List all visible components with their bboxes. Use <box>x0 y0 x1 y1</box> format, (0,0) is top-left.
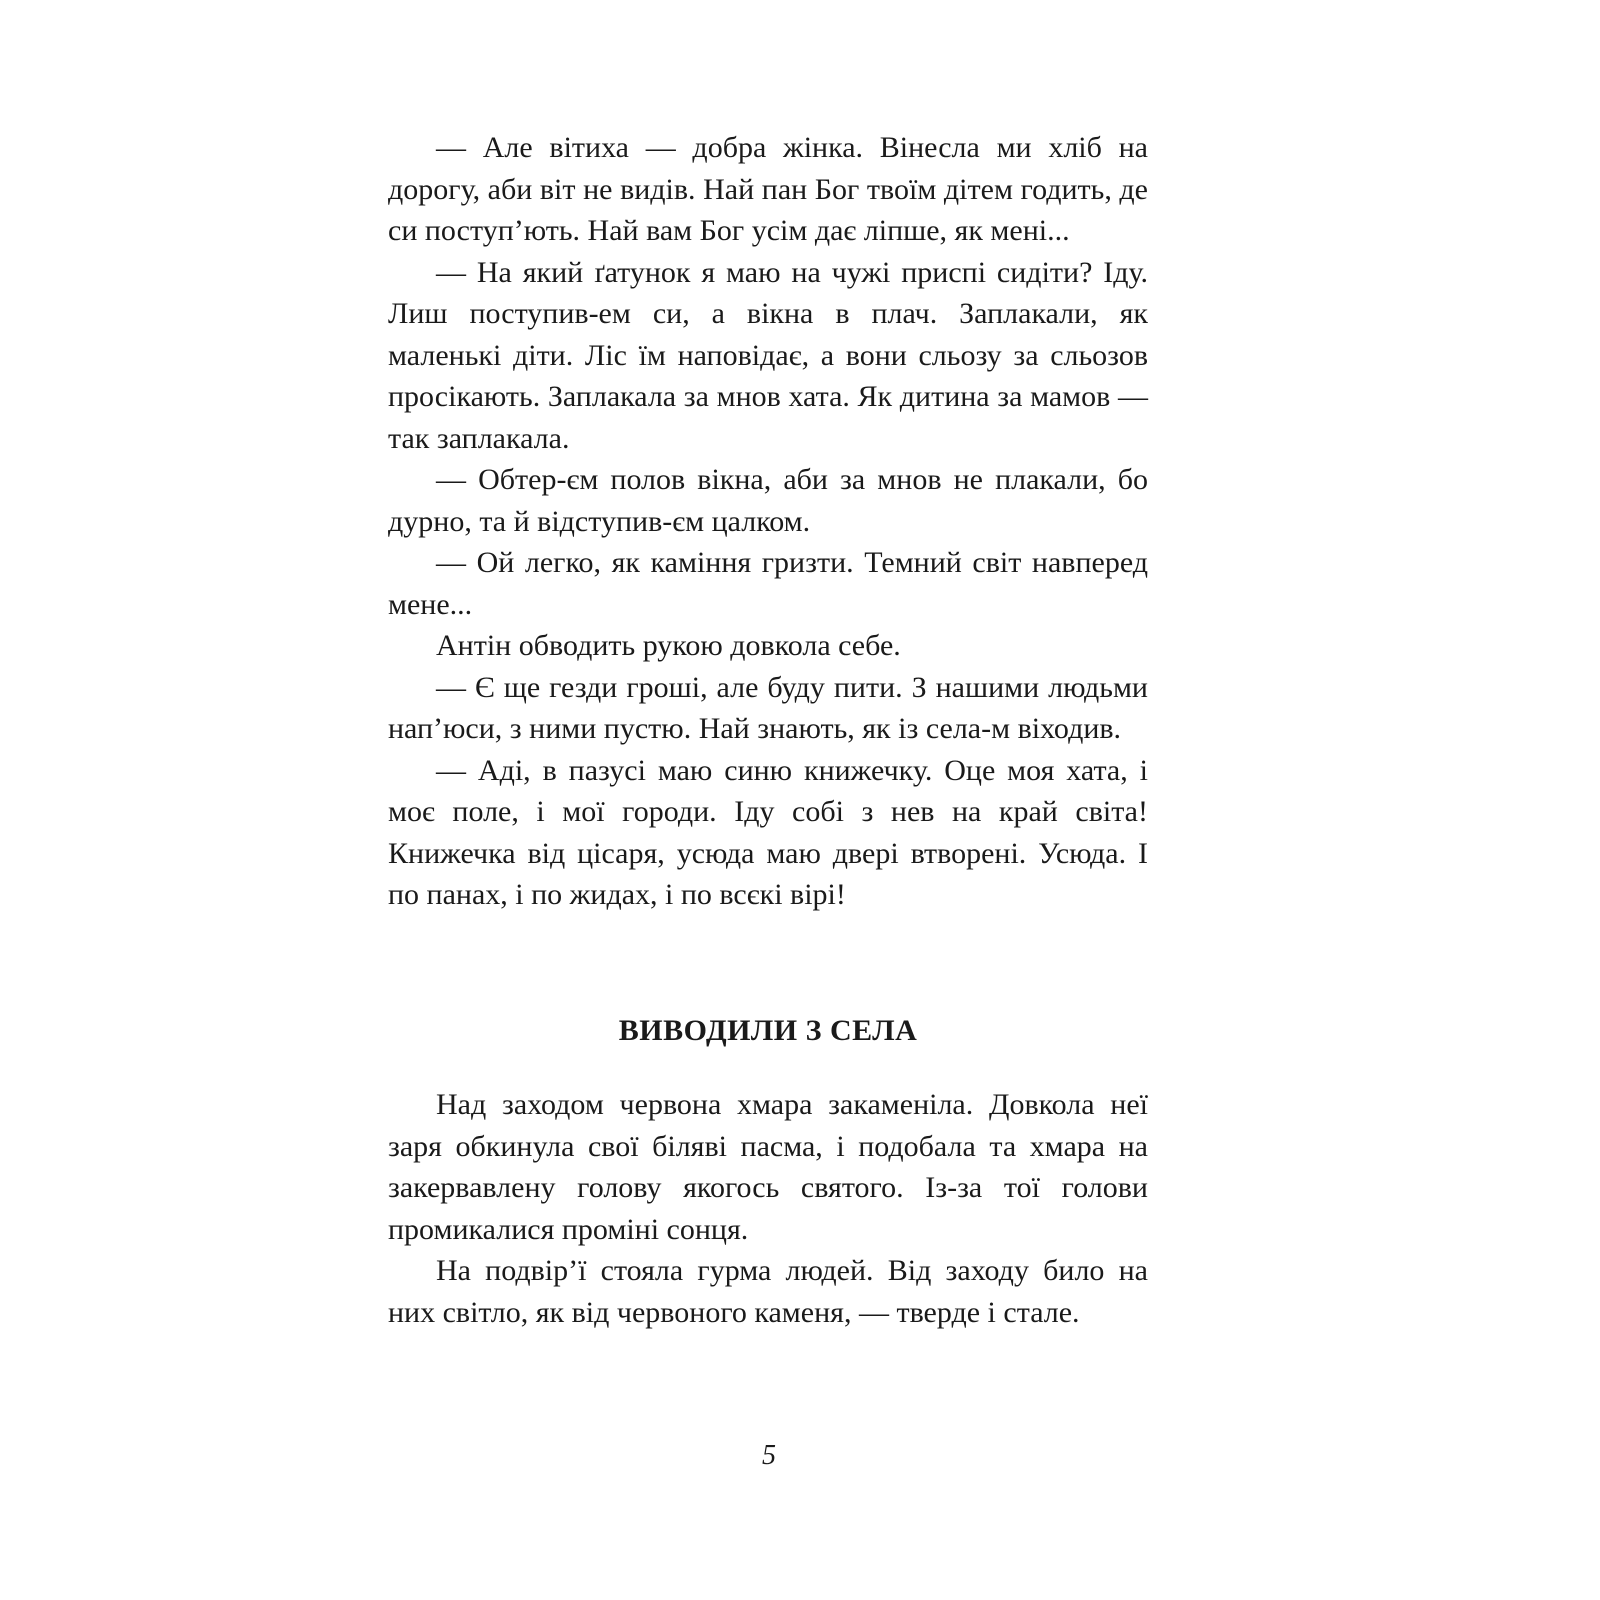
paragraph: — Аді, в пазусі маю синю книжечку. Оце моя хата, і моє поле, і мої городи. Іду собі з нев на край світа! Книжечка від цісаря, усюда маю двері втворені. Усюда. І по панах, і по жидах, і по всєкі вірі! <box>388 753 1148 911</box>
paragraph: На подвір’ї стояла гурма людей. Від заходу било на них світло, як від червоного каменя, — тверде і стале. <box>388 1254 1148 1329</box>
page-number: 5 <box>762 1440 776 1471</box>
paragraph: — Але вітиха — добра жінка. Вінесла ми хліб на дорогу, аби віт не видів. Най пан Бог твоїм дітем годить, де си поступ’ють. Най вам Бог усім дає ліпше, як мені... <box>388 131 1148 247</box>
paragraph: Антін обводить рукою довкола себе. <box>436 629 901 662</box>
paragraph: — Обтер-єм полов вікна, аби за мнов не плакали, бо дурно, та й відступив-єм цалком. <box>388 463 1148 538</box>
paragraph: — На який ґатунок я маю на чужі приспі сидіти? Іду. Лиш поступив-ем си, а вікна в плач. Заплакали, як маленькі діти. Ліс їм наповідає, а вони сльозу за сльозов просікають. Заплакала за мнов хата. Як дитина за мамов — так заплакала. <box>388 255 1148 455</box>
section-text <box>388 1084 1148 1333</box>
paragraph: — Ой легко, як каміння гризти. Темний світ навперед мене... <box>388 546 1148 621</box>
page-text-block <box>388 127 1148 1333</box>
section-heading: ВИВОДИЛИ З СЕЛА <box>618 1013 918 1047</box>
opening-text <box>388 127 1148 916</box>
paragraph: Над заходом червона хмара закаменіла. Довкола неї заря обкинула свої біляві пасма, і подобала та хмара на закервавлену голову якогось святого. Із-за тої голови промикалися проміні сонця. <box>388 1088 1148 1246</box>
paragraph: — Є ще гезди гроші, але буду пити. З нашими людьми нап’юси, з ними пустю. Най знають, як із села-м віходив. <box>388 670 1148 745</box>
